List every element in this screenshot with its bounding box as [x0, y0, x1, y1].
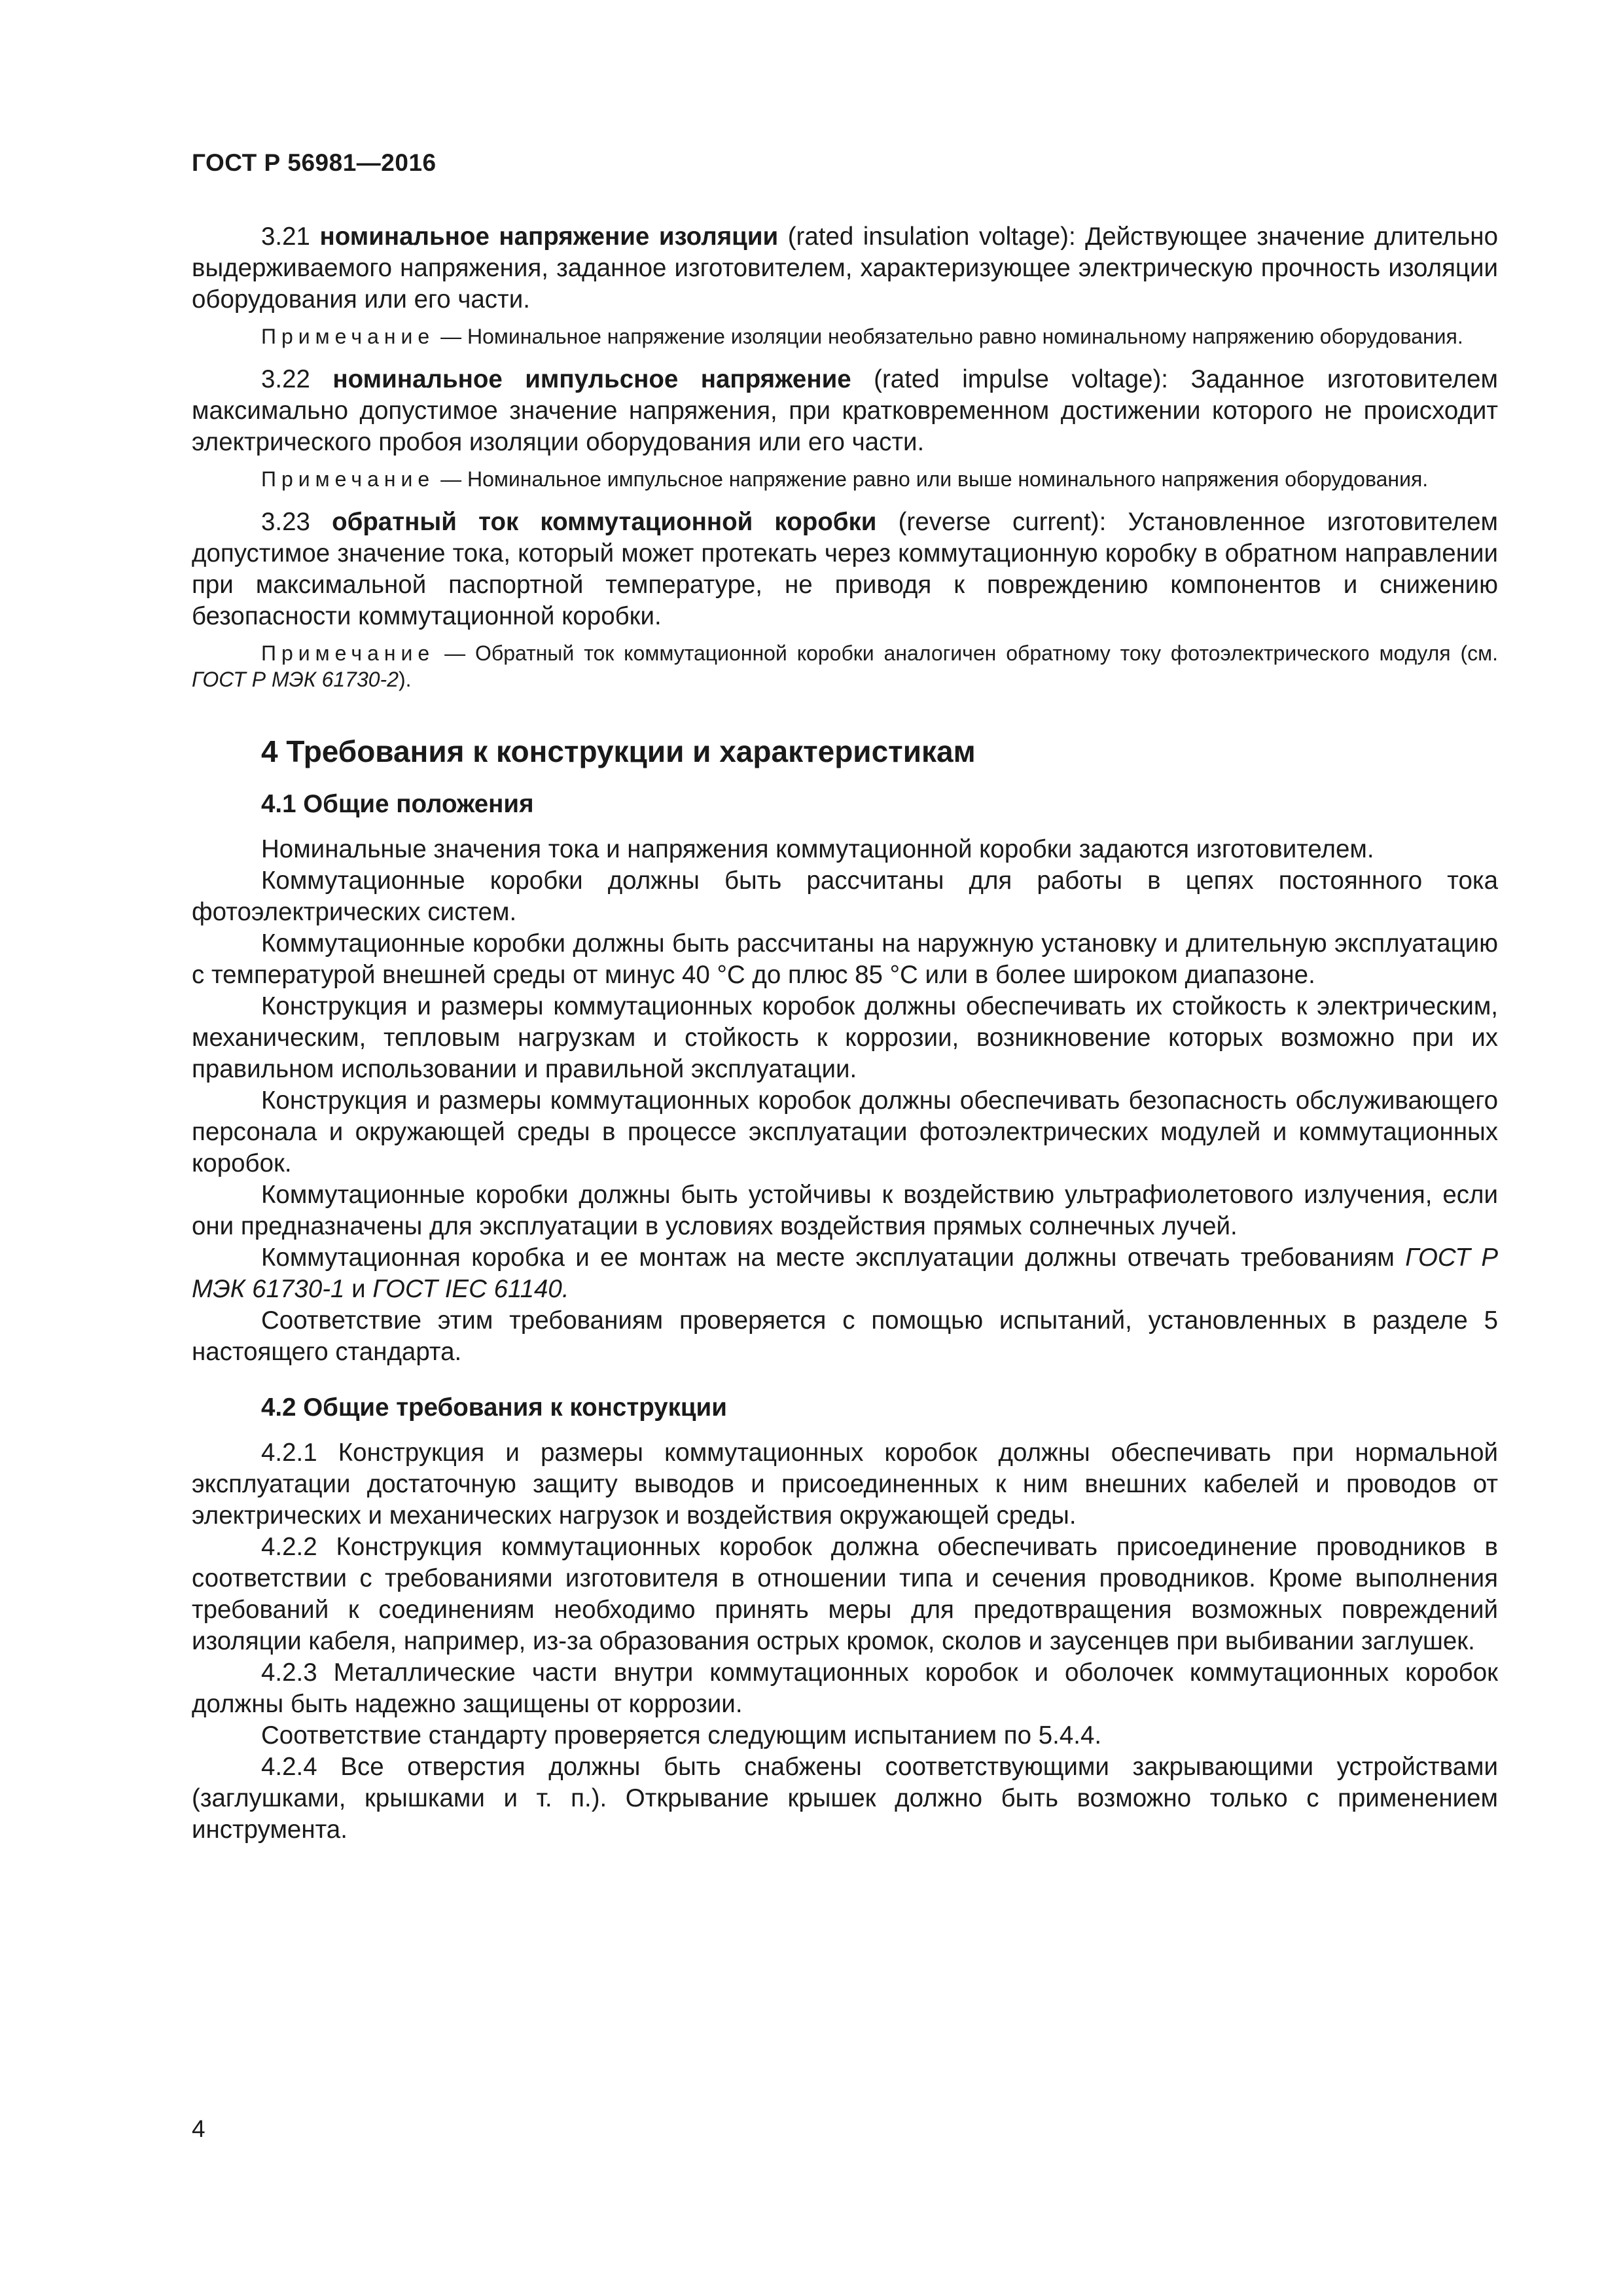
term-definition: Действующее значение длительно выдерживаемого напряжения, заданное изготовителем, характеризующее электрическую прочность изоляции оборудования или его части.	[192, 223, 1498, 314]
paragraph: Коммутационные коробки должны быть рассчитаны на наружную установку и длительную эксплуатацию с температурой внешней среды от минус 40 °С до плюс 85 °С или в более широком диапазоне.	[192, 929, 1498, 989]
note-text-end: ).	[399, 668, 412, 691]
note-text: — Обратный ток коммутационной коробки аналогичен обратному току фотоэлектрического модуля (см.	[444, 641, 1499, 665]
paragraph: Номинальные значения тока и напряжения коммутационной коробки задаются изготовителем.	[261, 835, 1374, 863]
note-3-22	[192, 466, 1498, 492]
term-name: номинальное напряжение изоляции	[319, 223, 779, 251]
paragraph: Конструкция и размеры коммутационных коробок должны обеспечивать их стойкость к электрическим, механическим, тепловым нагрузкам и стойкость к коррозии, возникновение которых возможно при их правильном использовании и правильной эксплуатации.	[192, 992, 1498, 1083]
section-heading: 4 Требования к конструкции и характеристикам	[261, 734, 976, 768]
page-number: 4	[192, 2115, 205, 2142]
note-3-21	[192, 323, 1498, 350]
term-number: 3.21	[261, 223, 310, 251]
paragraph-text: Коммутационная коробка и ее монтаж на месте эксплуатации должны отвечать требованиям	[261, 1244, 1395, 1272]
term-3-21	[192, 221, 1498, 315]
term-name: обратный ток коммутационной коробки	[332, 508, 877, 536]
standard-reference: ГОСТ Р МЭК 61730-1	[192, 1244, 1499, 1303]
note-text: — Номинальное напряжение изоляции необязательно равно номинальному напряжению оборудования.	[440, 325, 1463, 348]
term-3-22	[192, 364, 1498, 458]
note-3-23	[192, 640, 1498, 692]
subsection-heading-4-2: 4.2 Общие требования к конструкции	[261, 1393, 727, 1422]
paragraph: Соответствие стандарту проверяется следующим испытанием по 5.4.4.	[261, 1721, 1102, 1749]
standard-designation: ГОСТ Р 56981—2016	[192, 149, 437, 176]
standard-reference: ГОСТ Р МЭК 61730-2	[192, 668, 399, 691]
note-label: Примечание	[261, 641, 435, 665]
paragraph: Соответствие этим требованиям проверяется с помощью испытаний, установленных в разделе 5 настоящего стандарта.	[192, 1306, 1498, 1366]
term-english: (rated impulse voltage):	[874, 365, 1168, 393]
page-content	[192, 221, 1498, 1846]
note-label: Примечание	[261, 325, 435, 348]
term-english: (rated insulation voltage):	[787, 223, 1076, 251]
standard-reference: ГОСТ IEC 61140.	[372, 1275, 569, 1303]
paragraph: Коммутационные коробки должны быть рассчитаны для работы в цепях постоянного тока фотоэлектрических систем.	[192, 867, 1498, 926]
term-3-23	[192, 507, 1498, 632]
term-number: 3.23	[261, 508, 310, 536]
note-text: — Номинальное импульсное напряжение равно или выше номинального напряжения оборудования.	[440, 467, 1429, 491]
paragraph: 4.2.4 Все отверстия должны быть снабжены соответствующими закрывающими устройствами (заглушками, крышками и т. п.). Открывание крышек должно быть возможно только с применением инструмента.	[192, 1753, 1498, 1844]
paragraph-with-references	[192, 1242, 1498, 1305]
paragraph: 4.2.3 Металлические части внутри коммутационных коробок и оболочек коммутационных коробок должны быть надежно защищены от коррозии.	[192, 1659, 1498, 1718]
subsection-heading-4-1: 4.1 Общие положения	[261, 790, 534, 818]
paragraph: 4.2.1 Конструкция и размеры коммутационных коробок должны обеспечивать при нормальной эксплуатации достаточную защиту выводов и присоединенных к ним внешних кабелей и проводов от электрических и механических нагрузок и воздействия окружающей среды.	[192, 1439, 1498, 1530]
term-english: (reverse current):	[898, 508, 1107, 536]
paragraph: Коммутационные коробки должны быть устойчивы к воздействию ультрафиолетового излучения, если они предназначены для эксплуатации в условиях воздействия прямых солнечных лучей.	[192, 1181, 1498, 1240]
term-definition: Заданное изготовителем максимально допустимое значение напряжения, при кратковременном достижении которого не происходит электрического пробоя изоляции оборудования или его части.	[192, 365, 1498, 456]
conjunction: и	[351, 1275, 366, 1303]
term-definition: Установленное изготовителем допустимое значение тока, который может протекать через коммутационную коробку в обратном направлении при максимальной паспортной температуре, не приводя к повреждению компонентов и снижению безопасности коммутационной коробки.	[192, 508, 1498, 630]
paragraph: Конструкция и размеры коммутационных коробок должны обеспечивать безопасность обслуживающего персонала и окружающей среды в процессе эксплуатации фотоэлектрических модулей и коммутационных коробок.	[192, 1086, 1498, 1177]
term-name: номинальное импульсное напряжение	[332, 365, 851, 393]
paragraph: 4.2.2 Конструкция коммутационных коробок должна обеспечивать присоединение проводников в соответствии с требованиями изготовителя в отношении типа и сечения проводников. Кроме выполнения требований к соединениям необходимо принять меры для предотвращения возможных повреждений изоляции кабеля, например, из-за образования острых кромок, сколов и заусенцев при выбивании заглушек.	[192, 1533, 1498, 1655]
term-number: 3.22	[261, 365, 310, 393]
note-label: Примечание	[261, 467, 435, 491]
